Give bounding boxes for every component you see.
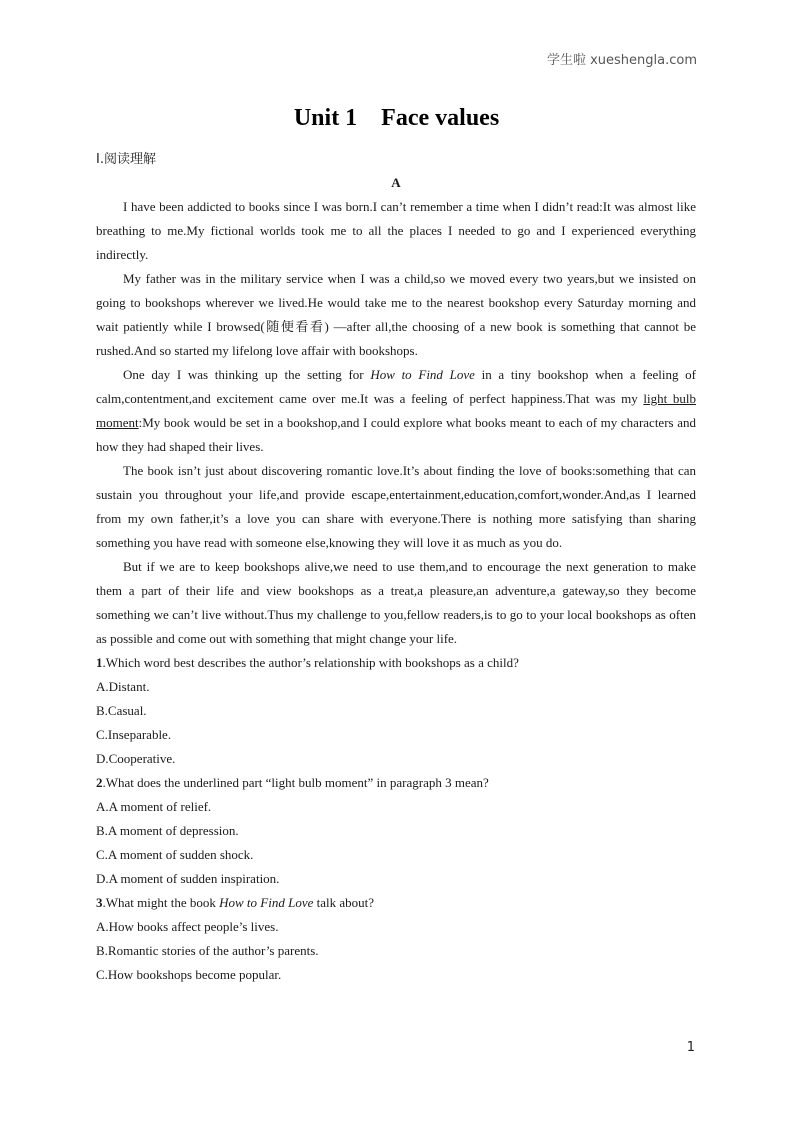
question-3	[96, 891, 696, 915]
question-stem: .What might the book	[102, 895, 220, 910]
option-3b: B.Romantic stories of the author’s parents.	[96, 943, 319, 958]
paragraph-2: My father was in the military service when I was a child,so we moved every two years,but we insisted on going to bookshops wherever we lived.He would take me to the nearest bookshop every Saturday morning and wait patiently while I browsed(随便看看) —after all,the choosing of a new book is something that cannot be rushed.And so started my lifelong love affair with bookshops.	[96, 271, 696, 358]
book-title: How to Find Love	[370, 367, 475, 382]
option-1b: B.Casual.	[96, 703, 147, 718]
question-number: 3	[96, 895, 103, 910]
paragraph-3-text: in a tiny bookshop when a feeling of calm,contentment,and excitement came over me.It was a feeling of perfect happiness.That was my	[96, 367, 697, 406]
paragraph-4: The book isn’t just about discovering romantic love.It’s about finding the love of books:something that can sustain you throughout your life,and provide escape,entertainment,education,comfort,wonder.And,as I learned from my own father,it’s a love you can share with everyone.There is nothing more satisfying than sharing something you have read with someone else,knowing they will love it as much as you do.	[96, 463, 696, 550]
paragraph-3-text: :My book would be set in a bookshop,and I could explore what books meant to each of my characters and how they had shaped their lives.	[96, 415, 696, 454]
paragraph-3	[96, 363, 696, 459]
option-2b: B.A moment of depression.	[96, 823, 239, 838]
option-2a: A.A moment of relief.	[96, 799, 212, 814]
paragraph-1: I have been addicted to books since I was born.I can’t remember a time when I didn’t read:It was almost like breathing to me.My fictional worlds took me to all the places I needed to go and I experienced everything indirectly.	[96, 199, 696, 262]
option-3c: C.How bookshops become popular.	[96, 967, 282, 982]
page-number: 1	[686, 1040, 695, 1055]
question-number: 1	[96, 655, 103, 670]
underlined-phrase: light bulb moment	[96, 391, 696, 430]
option-1d: D.Cooperative.	[96, 751, 176, 766]
question-number: 2	[96, 775, 103, 790]
question-stem: .Which word best describes the author’s relationship with bookshops as a child?	[102, 655, 519, 670]
option-2c: C.A moment of sudden shock.	[96, 847, 254, 862]
option-1c: C.Inseparable.	[96, 727, 172, 742]
option-1a: A.Distant.	[96, 679, 150, 694]
question-stem: .What does the underlined part “light bulb moment” in paragraph 3 mean?	[102, 775, 489, 790]
paragraph-5: But if we are to keep bookshops alive,we need to use them,and to encourage the next generation to make them a part of their life and view bookshops as a treat,a pleasure,an adventure,a gateway,so they become something we can’t live without.Thus my challenge to you,fellow readers,is to go to your local bookshops as often as possible and come out with something that might change your life.	[96, 559, 696, 646]
paragraph-3-text: One day I was thinking up the setting for	[123, 367, 371, 382]
question-2	[96, 771, 696, 795]
document-body	[96, 171, 696, 987]
book-title: How to Find Love	[219, 895, 314, 910]
site-watermark: 学生啦 xueshengla.com	[546, 53, 697, 68]
question-1	[96, 651, 696, 675]
section-heading: Ⅰ.阅读理解	[96, 152, 156, 167]
option-3a: A.How books affect people’s lives.	[96, 919, 279, 934]
passage-label: A	[391, 175, 401, 190]
question-stem: talk about?	[313, 895, 375, 910]
option-2d: D.A moment of sudden inspiration.	[96, 871, 280, 886]
page-title: Unit 1 Face values	[293, 105, 500, 131]
